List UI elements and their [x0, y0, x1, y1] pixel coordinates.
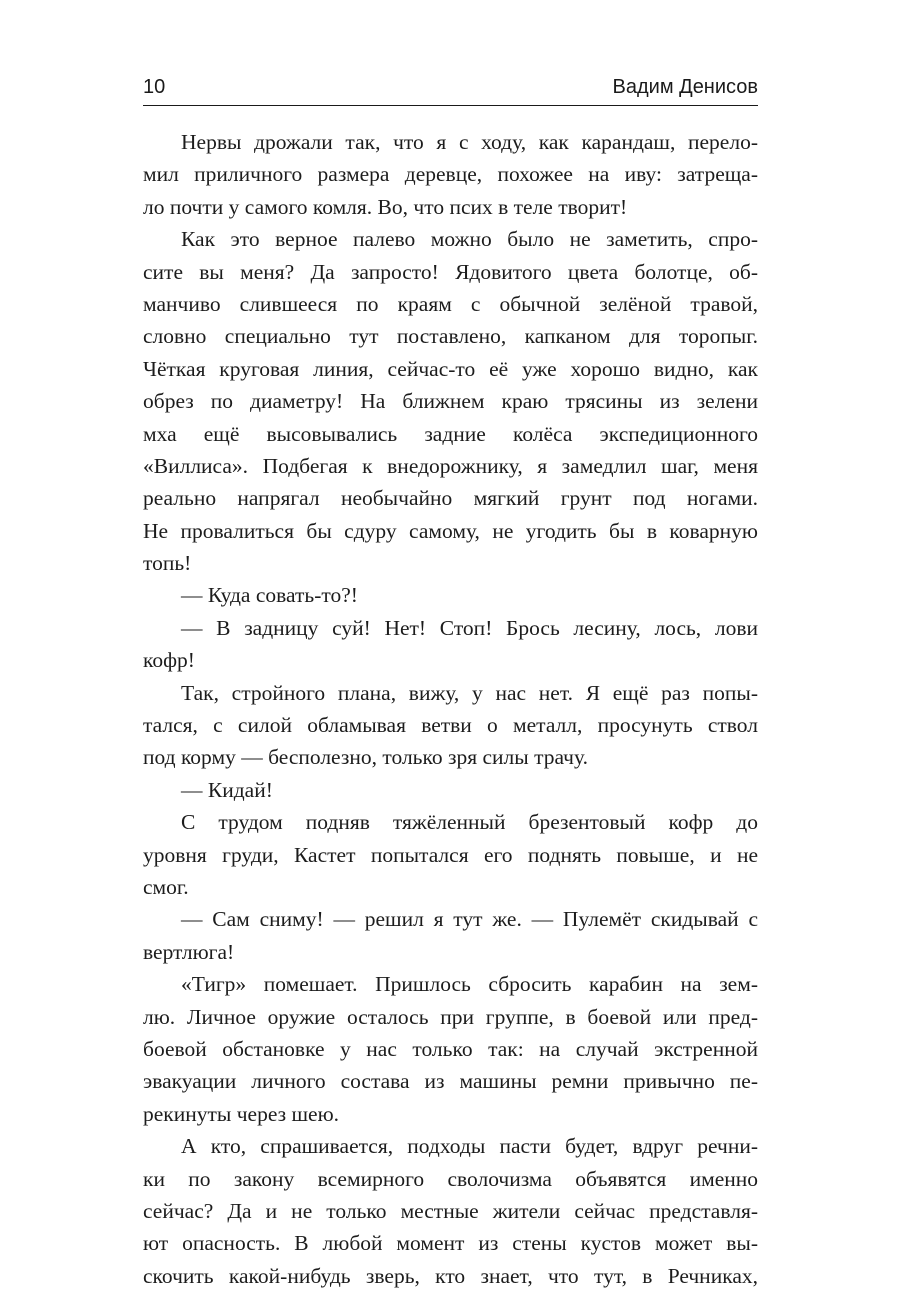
running-head — [143, 76, 758, 104]
text-line: Не провалиться бы сдуру самому, не угодить бы в коварную — [143, 518, 758, 543]
text-line: обрез по диаметру! На ближнем краю трясины из зелени — [143, 389, 758, 414]
page-number: 10 — [143, 76, 166, 98]
text-line: С трудом подняв тяжёленный брезентовый кофр до — [181, 810, 758, 835]
text-line: ки по закону всемирного сволочизма объявятся именно — [143, 1166, 758, 1191]
text-line: под корму — бесполезно, только зря силы трачу. — [143, 745, 588, 770]
header-rule — [143, 105, 758, 106]
text-line: рекинуты через шею. — [143, 1101, 340, 1126]
text-line: эвакуации личного состава из машины ремни привычно пе- — [143, 1069, 758, 1094]
text-line: Нервы дрожали так, что я с ходу, как карандаш, перело- — [181, 130, 758, 154]
text-line: Чёткая круговая линия, сейчас-то её уже хорошо видно, как — [143, 356, 758, 381]
text-line: мил приличного размера деревце, похожее на иву: затреща- — [143, 162, 758, 187]
text-line: уровня груди, Кастет попытался его поднять повыше, и не — [143, 842, 758, 867]
body-text — [143, 126, 758, 1292]
text-line: мха ещё высовывались задние колёса экспедиционного — [143, 421, 758, 446]
text-line: Как это верное палево можно было не заметить, спро- — [181, 227, 758, 252]
text-line: «Виллиса». Подбегая к внедорожнику, я замедлил шаг, меня — [143, 453, 758, 478]
text-line: ют опасность. В любой момент из стены кустов может вы- — [143, 1231, 758, 1256]
text-line: боевой обстановке у нас только так: на случай экстренной — [143, 1036, 758, 1061]
text-line: манчиво слившееся по краям с обычной зелёной травой, — [143, 291, 758, 316]
text-line: А кто, спрашивается, подходы пасти будет, вдруг речни- — [181, 1134, 758, 1159]
text-line: топь! — [143, 551, 192, 576]
text-line: — Куда совать-то?! — [181, 583, 358, 608]
text-line: сейчас? Да и не только местные жители сейчас представля- — [143, 1198, 758, 1223]
text-line: тался, с силой обламывая ветви о металл, просунуть ствол — [143, 713, 758, 738]
text-line: — Сам сниму! — решил я тут же. — Пулемёт скидывай с — [181, 907, 758, 932]
author-name: Вадим Денисов — [612, 76, 758, 98]
text-line: сите вы меня? Да запросто! Ядовитого цвета болотце, об- — [143, 259, 758, 284]
text-line: скочить какой-нибудь зверь, кто знает, что тут, в Речниках, — [143, 1263, 758, 1288]
text-line: вертлюга! — [143, 939, 235, 964]
text-line: — В задницу суй! Нет! Стоп! Брось лесину, лось, лови — [181, 615, 758, 640]
text-line: ло почти у самого комля. Во, что псих в теле творит! — [143, 194, 628, 219]
text-line: — Кидай! — [181, 777, 273, 802]
text-line: «Тигр» помешает. Пришлось сбросить карабин на зем- — [181, 972, 758, 997]
text-line: кофр! — [143, 648, 195, 673]
text-line: смог. — [143, 874, 189, 899]
text-line: Так, стройного плана, вижу, у нас нет. Я ещё раз попы- — [181, 680, 758, 705]
text-line: словно специально тут поставлено, капканом для торопыг. — [143, 324, 758, 349]
text-line: реально напрягал необычайно мягкий грунт под ногами. — [143, 486, 758, 511]
text-line: лю. Личное оружие осталось при группе, в боевой или пред- — [143, 1004, 758, 1029]
